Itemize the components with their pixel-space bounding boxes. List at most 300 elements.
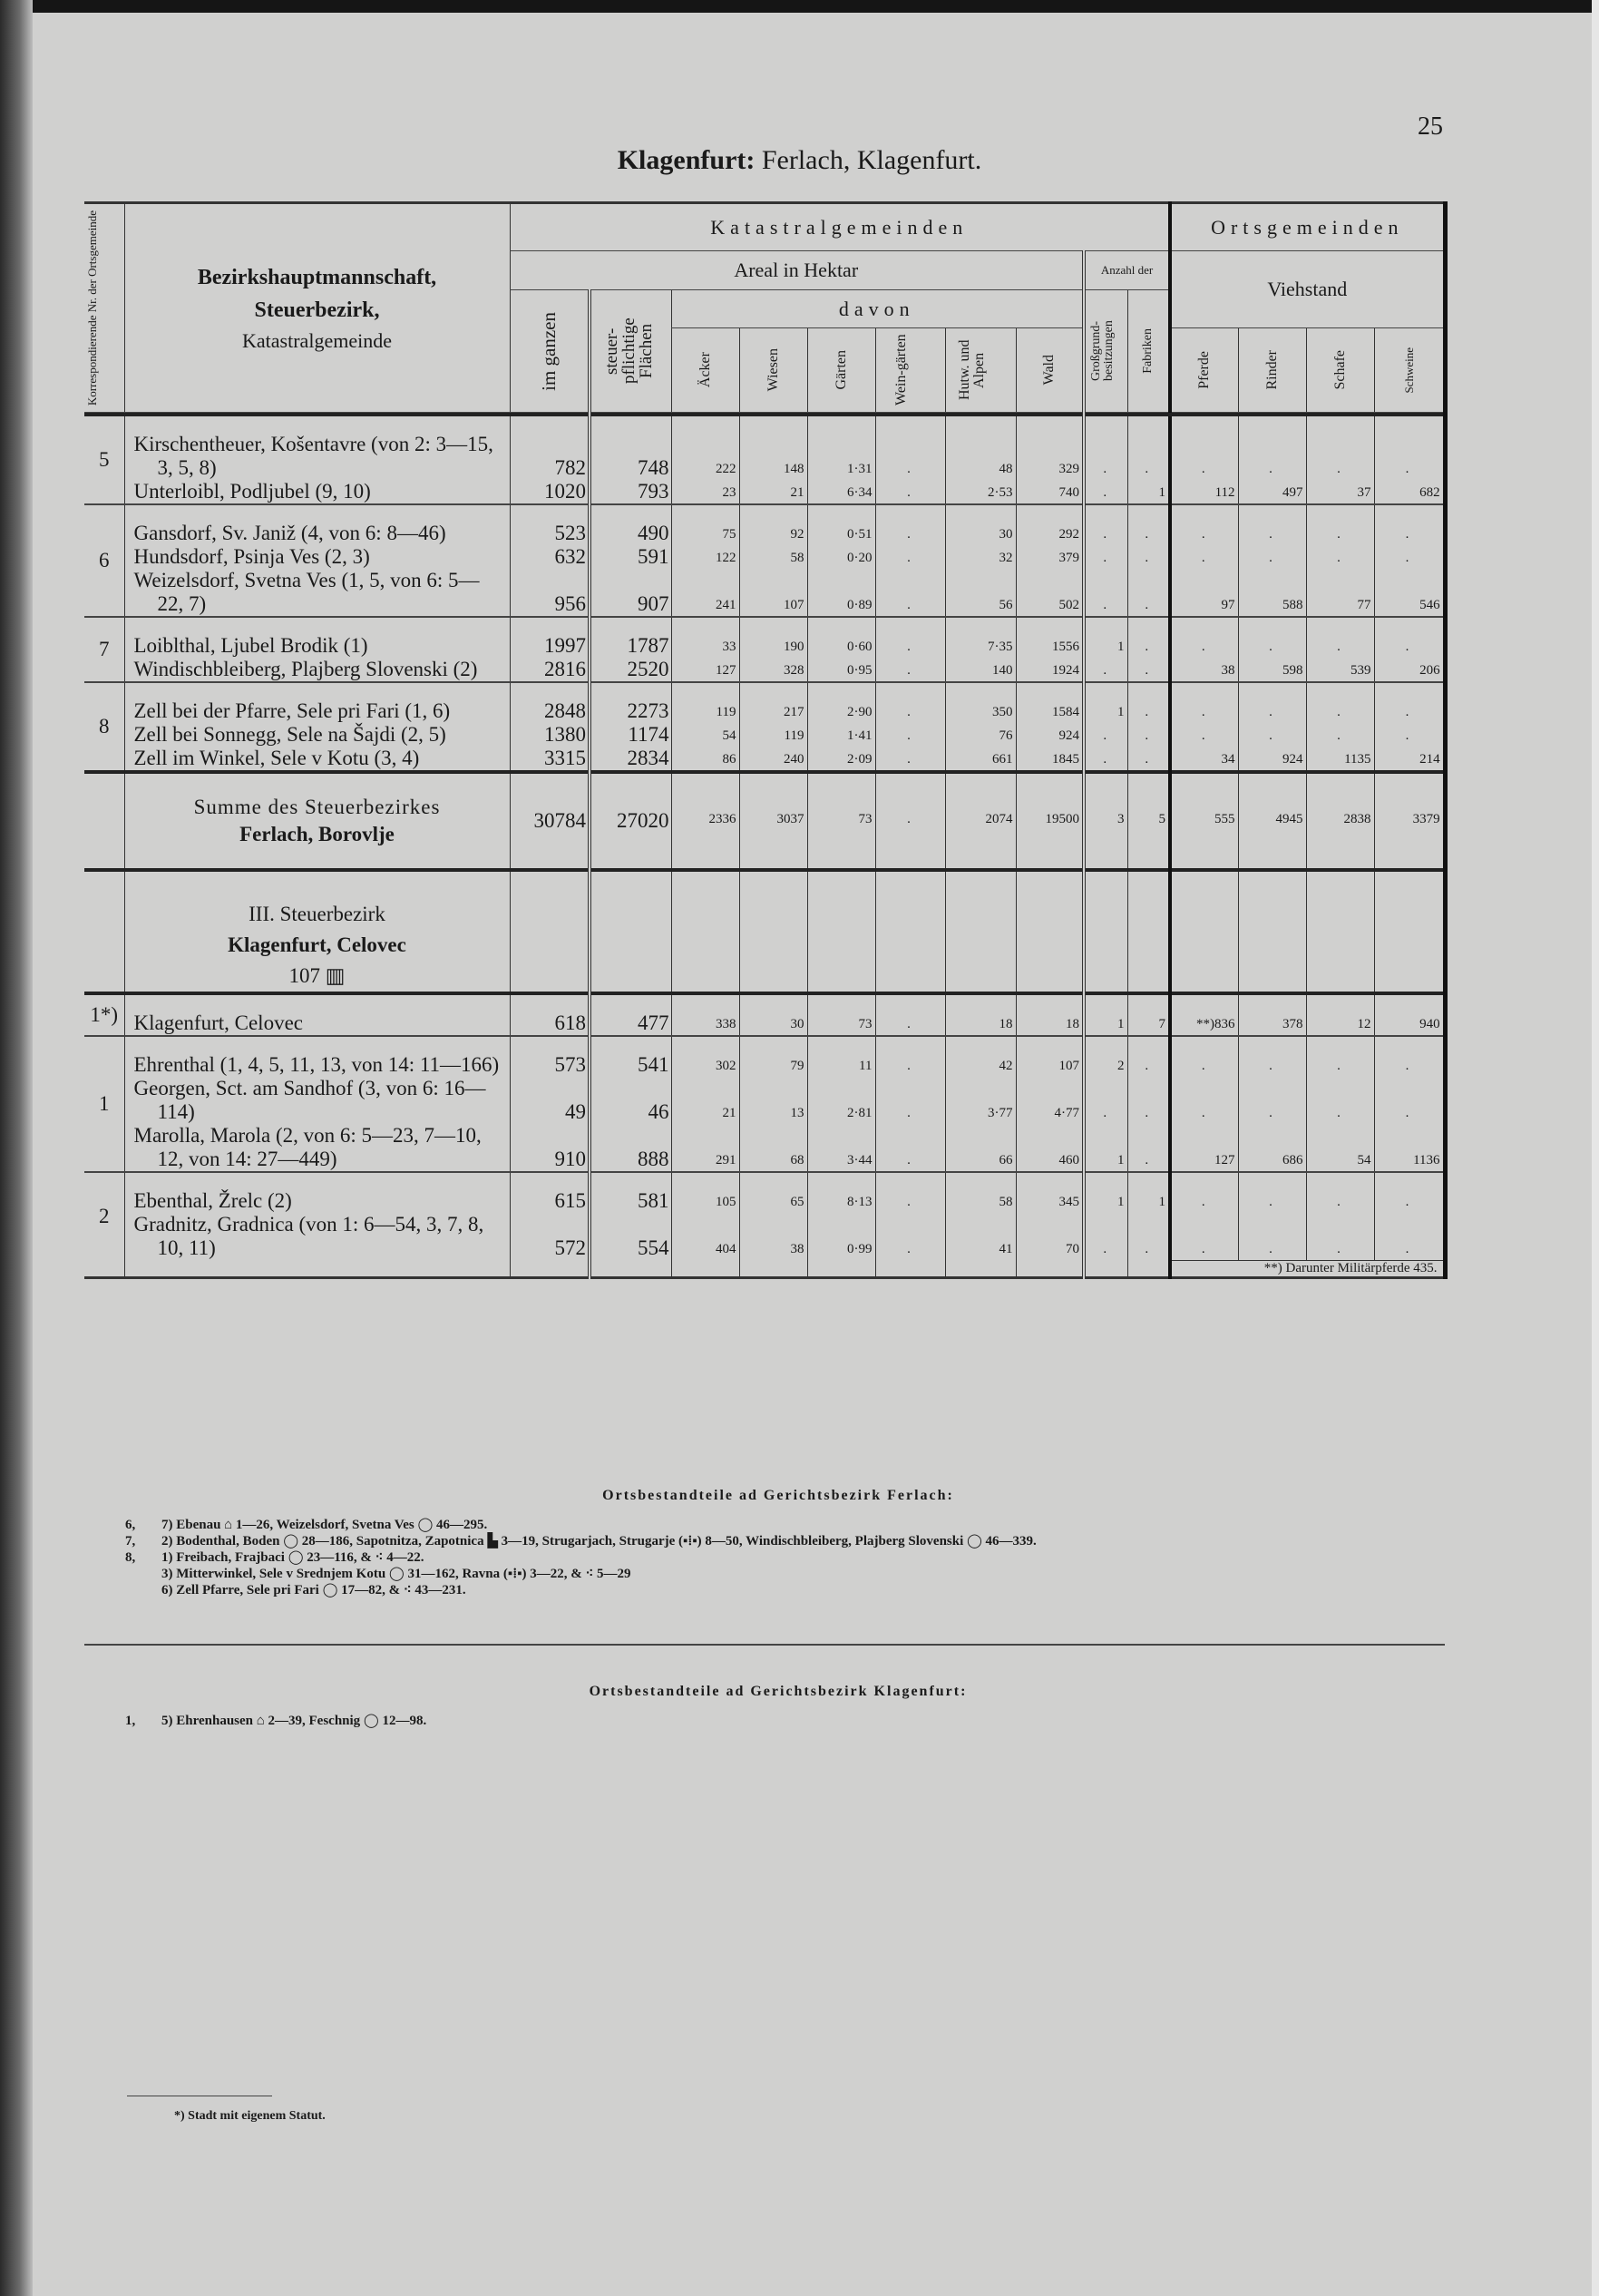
header-steuerpflichtig: steuer-pflichtige Flächen [590, 290, 671, 413]
cell-schafe: 12 [1306, 993, 1374, 1036]
cell-grossgrund: . [1084, 545, 1127, 569]
cell-weingarten: . [875, 993, 945, 1036]
header-nr: Korrespondierende Nr. der Ortsgemeinde [84, 203, 124, 413]
cell-acker: 404 [671, 1213, 739, 1260]
cell-weingarten: . [875, 504, 945, 545]
cell-wiesen: 240 [739, 747, 807, 772]
cell-schweine: 1136 [1374, 1124, 1445, 1172]
section-heading-row [84, 870, 1445, 993]
cell-wiesen: 119 [739, 723, 807, 747]
footnote-ref: 1, [125, 1714, 136, 1728]
cell-grossgrund: . [1084, 658, 1127, 682]
cell-garten: 73 [807, 993, 875, 1036]
row-group-number [84, 772, 124, 870]
cell-grossgrund: 1 [1084, 1172, 1127, 1213]
cell-weingarten: . [875, 658, 945, 682]
cell-weingarten: . [875, 545, 945, 569]
cell-wiesen: 79 [739, 1036, 807, 1077]
katastralgemeinde-name: Gansdorf, Sv. Janiž (4, von 6: 8—46) [124, 504, 510, 545]
cell-grossgrund: . [1084, 569, 1127, 617]
cell-grossgrund: 3 [1084, 772, 1127, 870]
cell-grossgrund: 1 [1084, 682, 1127, 723]
cell-steuerpflichtig: 27020 [590, 772, 671, 870]
cell-weingarten: . [875, 747, 945, 772]
cell-rinder: . [1238, 504, 1306, 545]
row-group-number: 7 [84, 617, 124, 682]
header-schweine: Schweine [1374, 328, 1445, 413]
section-line-3: 107 ▥ [288, 964, 346, 987]
cell-steuerpflichtig: 888 [590, 1124, 671, 1172]
header-anzahl: Anzahl der [1084, 251, 1170, 290]
katastralgemeinde-name: Ehrenthal (1, 4, 5, 11, 13, von 14: 11—166) [124, 1036, 510, 1077]
cell-wiesen: 30 [739, 993, 807, 1036]
cell-fabriken: 5 [1127, 772, 1170, 870]
cell-schweine: . [1374, 723, 1445, 747]
cell-im-ganzen: 632 [510, 545, 590, 569]
cell-rinder: 686 [1238, 1124, 1306, 1172]
cell-schafe: 1135 [1306, 747, 1374, 772]
cell-pferde: 112 [1170, 480, 1238, 504]
cell-steuerpflichtig: 591 [590, 545, 671, 569]
cell-garten: 8·13 [807, 1172, 875, 1213]
table-row [84, 1077, 1445, 1124]
footnote-text: 6) Zell Pfarre, Sele pri Fari ◯ 17—82, & ⁖ 43—231. [161, 1583, 466, 1597]
row-group-number: 6 [84, 504, 124, 617]
katastralgemeinde-name: Ebenthal, Žrelc (2) [124, 1172, 510, 1213]
cell-hutweiden: 41 [945, 1213, 1016, 1260]
cell-fabriken: 7 [1127, 993, 1170, 1036]
cell-fabriken: . [1127, 747, 1170, 772]
cell-wald: 1584 [1016, 682, 1084, 723]
cell-wald: 740 [1016, 480, 1084, 504]
cell-im-ganzen: 30784 [510, 772, 590, 870]
cell-steuerpflichtig: 748 [590, 415, 671, 480]
cell-hutweiden: 18 [945, 993, 1016, 1036]
cell-steuerpflichtig: 554 [590, 1213, 671, 1260]
cell-im-ganzen: 573 [510, 1036, 590, 1077]
cell-pferde: . [1170, 1172, 1238, 1213]
cell-hutweiden: 3·77 [945, 1077, 1016, 1124]
cell-rinder: . [1238, 415, 1306, 480]
cell-schweine: . [1374, 1036, 1445, 1077]
cell-pferde: . [1170, 1077, 1238, 1124]
katastralgemeinde-name: Unterloibl, Podljubel (9, 10) [124, 480, 510, 504]
cell-pferde: . [1170, 682, 1238, 723]
table-row [84, 480, 1445, 504]
cell-wald: 924 [1016, 723, 1084, 747]
cell-im-ganzen: 572 [510, 1213, 590, 1260]
section-heading-body [84, 870, 1445, 993]
header-acker: Äcker [671, 328, 739, 413]
cell-im-ganzen: 782 [510, 415, 590, 480]
cell-weingarten: . [875, 569, 945, 617]
table-row [84, 569, 1445, 617]
cell-hutweiden: 7·35 [945, 617, 1016, 658]
cell-schafe: . [1306, 1213, 1374, 1260]
cell-wald: 329 [1016, 415, 1084, 480]
cell-wiesen: 65 [739, 1172, 807, 1213]
cell-grossgrund: . [1084, 747, 1127, 772]
cell-acker: 86 [671, 747, 739, 772]
cell-garten: 0·51 [807, 504, 875, 545]
cell-grossgrund: . [1084, 723, 1127, 747]
cell-pferde: . [1170, 504, 1238, 545]
cell-rinder: 4945 [1238, 772, 1306, 870]
cell-fabriken: 1 [1127, 480, 1170, 504]
header-schafe: Schafe [1306, 328, 1374, 413]
header-weingarten: Wein-gärten [875, 328, 945, 413]
cell-acker: 291 [671, 1124, 739, 1172]
header-katastralgemeinden: Katastralgemeinden [510, 203, 1170, 251]
cell-wald: 1924 [1016, 658, 1084, 682]
cell-schweine: 206 [1374, 658, 1445, 682]
cell-weingarten: . [875, 415, 945, 480]
cell-wiesen: 92 [739, 504, 807, 545]
cell-schweine: 3379 [1374, 772, 1445, 870]
footnote-line [125, 1566, 1431, 1582]
cell-steuerpflichtig: 46 [590, 1077, 671, 1124]
cell-wiesen: 38 [739, 1213, 807, 1260]
cell-wald: 502 [1016, 569, 1084, 617]
cell-wiesen: 328 [739, 658, 807, 682]
cell-schweine: 940 [1374, 993, 1445, 1036]
cell-wiesen: 190 [739, 617, 807, 658]
cell-acker: 33 [671, 617, 739, 658]
cell-schafe: 37 [1306, 480, 1374, 504]
cell-hutweiden: 42 [945, 1036, 1016, 1077]
cell-fabriken: . [1127, 1036, 1170, 1077]
cell-weingarten: . [875, 682, 945, 723]
page-number: 25 [1418, 112, 1443, 141]
footnote-text: 5) Ehrenhausen ⌂ 2—39, Feschnig ◯ 12—98. [161, 1714, 427, 1728]
cell-acker: 2336 [671, 772, 739, 870]
cell-schafe: . [1306, 545, 1374, 569]
cell-pferde: . [1170, 1036, 1238, 1077]
cell-schweine: 682 [1374, 480, 1445, 504]
cell-weingarten: . [875, 723, 945, 747]
cell-rinder: 588 [1238, 569, 1306, 617]
cell-schweine: . [1374, 617, 1445, 658]
cell-schafe: . [1306, 682, 1374, 723]
cell-schweine: . [1374, 1213, 1445, 1260]
cell-weingarten: . [875, 1036, 945, 1077]
table-row [84, 658, 1445, 682]
cell-grossgrund: 1 [1084, 1124, 1127, 1172]
cell-im-ganzen: 1997 [510, 617, 590, 658]
katastralgemeinde-name: Gradnitz, Gradnica (von 1: 6—54, 3, 7, 8, 10, 11) [124, 1213, 510, 1260]
cell-im-ganzen: 618 [510, 993, 590, 1036]
cell-steuerpflichtig: 477 [590, 993, 671, 1036]
cell-wald: 4·77 [1016, 1077, 1084, 1124]
cell-schafe: 54 [1306, 1124, 1374, 1172]
cell-grossgrund: . [1084, 1213, 1127, 1260]
cell-weingarten: . [875, 617, 945, 658]
cell-steuerpflichtig: 2273 [590, 682, 671, 723]
cell-fabriken: . [1127, 415, 1170, 480]
cell-garten: 3·44 [807, 1124, 875, 1172]
cell-rinder: . [1238, 1077, 1306, 1124]
header-hutweiden: Hutw. und Alpen [945, 328, 1016, 413]
cell-garten: 11 [807, 1036, 875, 1077]
table-row [84, 617, 1445, 658]
table-row [84, 682, 1445, 723]
header-wiesen: Wiesen [739, 328, 807, 413]
cell-schafe: 77 [1306, 569, 1374, 617]
cell-hutweiden: 66 [945, 1124, 1016, 1172]
section-line-2: Klagenfurt, Celovec [228, 933, 406, 956]
katastralgemeinde-name: Weizelsdorf, Svetna Ves (1, 5, von 6: 5—22, 7) [124, 569, 510, 617]
cell-schafe: . [1306, 723, 1374, 747]
table-row [84, 1124, 1445, 1172]
running-title-bold: Klagenfurt: [617, 145, 756, 175]
section-heading [124, 870, 510, 993]
cell-rinder: . [1238, 1172, 1306, 1213]
table-header [84, 203, 1445, 415]
cell-steuerpflichtig: 490 [590, 504, 671, 545]
military-note-body [84, 1260, 1445, 1277]
cell-wiesen: 3037 [739, 772, 807, 870]
footnote-ref: 7, [125, 1534, 136, 1549]
star-footnote: *) Stadt mit eigenem Statut. [174, 2109, 326, 2123]
cell-wiesen: 68 [739, 1124, 807, 1172]
cell-grossgrund: . [1084, 415, 1127, 480]
cell-im-ganzen: 2816 [510, 658, 590, 682]
header-name-2: Steuerbezirk, [254, 298, 380, 322]
header-ortsgemeinden: Ortsgemeinden [1170, 203, 1445, 251]
cell-garten: 0·95 [807, 658, 875, 682]
cell-rinder: . [1238, 617, 1306, 658]
header-name-1: Bezirkshauptmannschaft, [197, 265, 437, 289]
cell-garten: 0·89 [807, 569, 875, 617]
cell-rinder: 598 [1238, 658, 1306, 682]
cell-acker: 127 [671, 658, 739, 682]
cell-wald: 19500 [1016, 772, 1084, 870]
cell-garten: 0·60 [807, 617, 875, 658]
header-name-3: Katastralgemeinde [242, 328, 392, 352]
divider [84, 1644, 1445, 1646]
cell-schweine: . [1374, 1077, 1445, 1124]
cell-grossgrund: 2 [1084, 1036, 1127, 1077]
footnote-text: 3) Mitterwinkel, Sele v Srednjem Kotu ◯ 31—162, Ravna (▪⁞▪) 3—22, & ⁖ 5—29 [161, 1567, 631, 1581]
katastralgemeinde-name: Marolla, Marola (2, von 6: 5—23, 7—10, 12, von 14: 27—449) [124, 1124, 510, 1172]
cell-garten: 0·99 [807, 1213, 875, 1260]
scan-edge-right [1592, 0, 1599, 2296]
cell-schafe: . [1306, 617, 1374, 658]
statistics-table [84, 201, 1448, 1279]
cell-hutweiden: 140 [945, 658, 1016, 682]
cell-schafe: . [1306, 1077, 1374, 1124]
cell-rinder: . [1238, 1036, 1306, 1077]
katastralgemeinde-name: Zell bei der Pfarre, Sele pri Fari (1, 6) [124, 682, 510, 723]
cell-im-ganzen: 910 [510, 1124, 590, 1172]
cell-fabriken: . [1127, 1077, 1170, 1124]
cell-garten: 1·41 [807, 723, 875, 747]
cell-garten: 2·90 [807, 682, 875, 723]
row-group-number: 2 [84, 1172, 124, 1260]
cell-acker: 23 [671, 480, 739, 504]
katastralgemeinde-name: Hundsdorf, Psinja Ves (2, 3) [124, 545, 510, 569]
cell-wiesen: 217 [739, 682, 807, 723]
cell-steuerpflichtig: 793 [590, 480, 671, 504]
header-pferde: Pferde [1170, 328, 1238, 413]
cell-pferde: **)836 [1170, 993, 1238, 1036]
row-group-number: 5 [84, 415, 124, 504]
cell-hutweiden: 2074 [945, 772, 1016, 870]
cell-steuerpflichtig: 581 [590, 1172, 671, 1213]
cell-wald: 1845 [1016, 747, 1084, 772]
cell-acker: 54 [671, 723, 739, 747]
table-body-klagenfurt [84, 993, 1445, 1260]
cell-weingarten: . [875, 480, 945, 504]
header-areal: Areal in Hektar [510, 251, 1084, 290]
table-row [84, 504, 1445, 545]
cell-wald: 460 [1016, 1124, 1084, 1172]
cell-hutweiden: 350 [945, 682, 1016, 723]
cell-fabriken: . [1127, 617, 1170, 658]
section-line-1: III. Steuerbezirk [249, 903, 385, 925]
cell-hutweiden: 661 [945, 747, 1016, 772]
footnote-ref [125, 1582, 161, 1598]
cell-acker: 241 [671, 569, 739, 617]
cell-weingarten: . [875, 1213, 945, 1260]
cell-garten: 0·20 [807, 545, 875, 569]
footnote-text: 2) Bodenthal, Boden ◯ 28—186, Sapotnitza, Zapotnica ▙ 3—19, Strugarjach, Strugarje (▪⁞▪) 8—50, Windischbleiberg, Plajberg Slovenski ◯ 46—339. [161, 1534, 1037, 1549]
cell-garten: 73 [807, 772, 875, 870]
cell-pferde: . [1170, 723, 1238, 747]
cell-garten: 2·09 [807, 747, 875, 772]
cell-acker: 302 [671, 1036, 739, 1077]
cell-im-ganzen: 1020 [510, 480, 590, 504]
cell-im-ganzen: 523 [510, 504, 590, 545]
cell-fabriken: . [1127, 545, 1170, 569]
cell-wald: 379 [1016, 545, 1084, 569]
footnote-ref: 6, [125, 1518, 136, 1532]
cell-schweine: . [1374, 545, 1445, 569]
cell-rinder: 924 [1238, 747, 1306, 772]
cell-schafe: . [1306, 1036, 1374, 1077]
footnote-line [125, 1582, 1431, 1598]
header-fabriken: Fabriken [1127, 290, 1170, 413]
cell-fabriken: . [1127, 569, 1170, 617]
cell-rinder: 497 [1238, 480, 1306, 504]
cell-pferde: . [1170, 545, 1238, 569]
cell-grossgrund: . [1084, 1077, 1127, 1124]
cell-wald: 292 [1016, 504, 1084, 545]
cell-schweine: . [1374, 504, 1445, 545]
cell-garten: 2·81 [807, 1077, 875, 1124]
cell-im-ganzen: 1380 [510, 723, 590, 747]
cell-schweine: . [1374, 1172, 1445, 1213]
cell-steuerpflichtig: 907 [590, 569, 671, 617]
katastralgemeinde-name: Kirschentheuer, Košentavre (von 2: 3—15, 3, 5, 8) [124, 415, 510, 480]
footnote-line [125, 1533, 1431, 1549]
header-rinder: Rinder [1238, 328, 1306, 413]
cell-hutweiden: 56 [945, 569, 1016, 617]
cell-schweine: 546 [1374, 569, 1445, 617]
header-grossgrund: Großgrund-besitzungen [1084, 290, 1127, 413]
table-row [84, 1036, 1445, 1077]
cell-im-ganzen: 2848 [510, 682, 590, 723]
header-name [124, 203, 510, 413]
cell-im-ganzen: 615 [510, 1172, 590, 1213]
cell-schafe: 2838 [1306, 772, 1374, 870]
cell-pferde: 34 [1170, 747, 1238, 772]
cell-wiesen: 58 [739, 545, 807, 569]
table-body-ferlach [84, 415, 1445, 772]
cell-wald: 345 [1016, 1172, 1084, 1213]
cell-fabriken: . [1127, 723, 1170, 747]
cell-acker: 21 [671, 1077, 739, 1124]
cell-wald: 107 [1016, 1036, 1084, 1077]
cell-rinder: . [1238, 682, 1306, 723]
cell-pferde: . [1170, 1213, 1238, 1260]
cell-wiesen: 21 [739, 480, 807, 504]
cell-acker: 119 [671, 682, 739, 723]
cell-grossgrund: 1 [1084, 993, 1127, 1036]
cell-garten: 1·31 [807, 415, 875, 480]
cell-fabriken: . [1127, 1124, 1170, 1172]
cell-pferde: 127 [1170, 1124, 1238, 1172]
scan-edge-left [0, 0, 33, 2296]
cell-schweine: . [1374, 682, 1445, 723]
footnote-line [125, 1517, 1431, 1533]
table-row [84, 723, 1445, 747]
cell-schafe: . [1306, 504, 1374, 545]
summe-line-1: Summe des Steuerbezirkes [193, 796, 441, 818]
cell-schweine: 214 [1374, 747, 1445, 772]
cell-wiesen: 13 [739, 1077, 807, 1124]
cell-weingarten: . [875, 1172, 945, 1213]
scan-edge-top [0, 0, 1599, 13]
cell-im-ganzen: 49 [510, 1077, 590, 1124]
cell-acker: 338 [671, 993, 739, 1036]
cell-hutweiden: 76 [945, 723, 1016, 747]
cell-wald: 70 [1016, 1213, 1084, 1260]
cell-steuerpflichtig: 1787 [590, 617, 671, 658]
header-im-ganzen: im ganzen [510, 290, 590, 413]
running-title [0, 145, 1599, 176]
cell-pferde: 555 [1170, 772, 1238, 870]
header-davon: davon [671, 290, 1084, 328]
katastralgemeinde-name: Georgen, Sct. am Sandhof (3, von 6: 16—114) [124, 1077, 510, 1124]
cell-weingarten: . [875, 772, 945, 870]
table-row [84, 1213, 1445, 1260]
cell-steuerpflichtig: 2520 [590, 658, 671, 682]
cell-rinder: . [1238, 1213, 1306, 1260]
cell-fabriken: . [1127, 504, 1170, 545]
cell-steuerpflichtig: 1174 [590, 723, 671, 747]
cell-acker: 105 [671, 1172, 739, 1213]
katastralgemeinde-name: Loiblthal, Ljubel Brodik (1) [124, 617, 510, 658]
cell-schweine: . [1374, 415, 1445, 480]
military-horses-note: **) Darunter Militärpferde 435. [1170, 1260, 1445, 1277]
cell-wiesen: 148 [739, 415, 807, 480]
header-wald: Wald [1016, 328, 1084, 413]
cell-im-ganzen: 956 [510, 569, 590, 617]
cell-hutweiden: 2·53 [945, 480, 1016, 504]
footnotes-ferlach-heading: Ortsbestandteile ad Gerichtsbezirk Ferlach: [602, 1488, 954, 1503]
cell-wald: 1556 [1016, 617, 1084, 658]
cell-acker: 222 [671, 415, 739, 480]
running-title-rest: Ferlach, Klagenfurt. [761, 145, 982, 175]
row-group-number: 8 [84, 682, 124, 772]
cell-weingarten: . [875, 1124, 945, 1172]
cell-acker: 75 [671, 504, 739, 545]
cell-steuerpflichtig: 541 [590, 1036, 671, 1077]
cell-wald: 18 [1016, 993, 1084, 1036]
cell-garten: 6·34 [807, 480, 875, 504]
cell-steuerpflichtig: 2834 [590, 747, 671, 772]
